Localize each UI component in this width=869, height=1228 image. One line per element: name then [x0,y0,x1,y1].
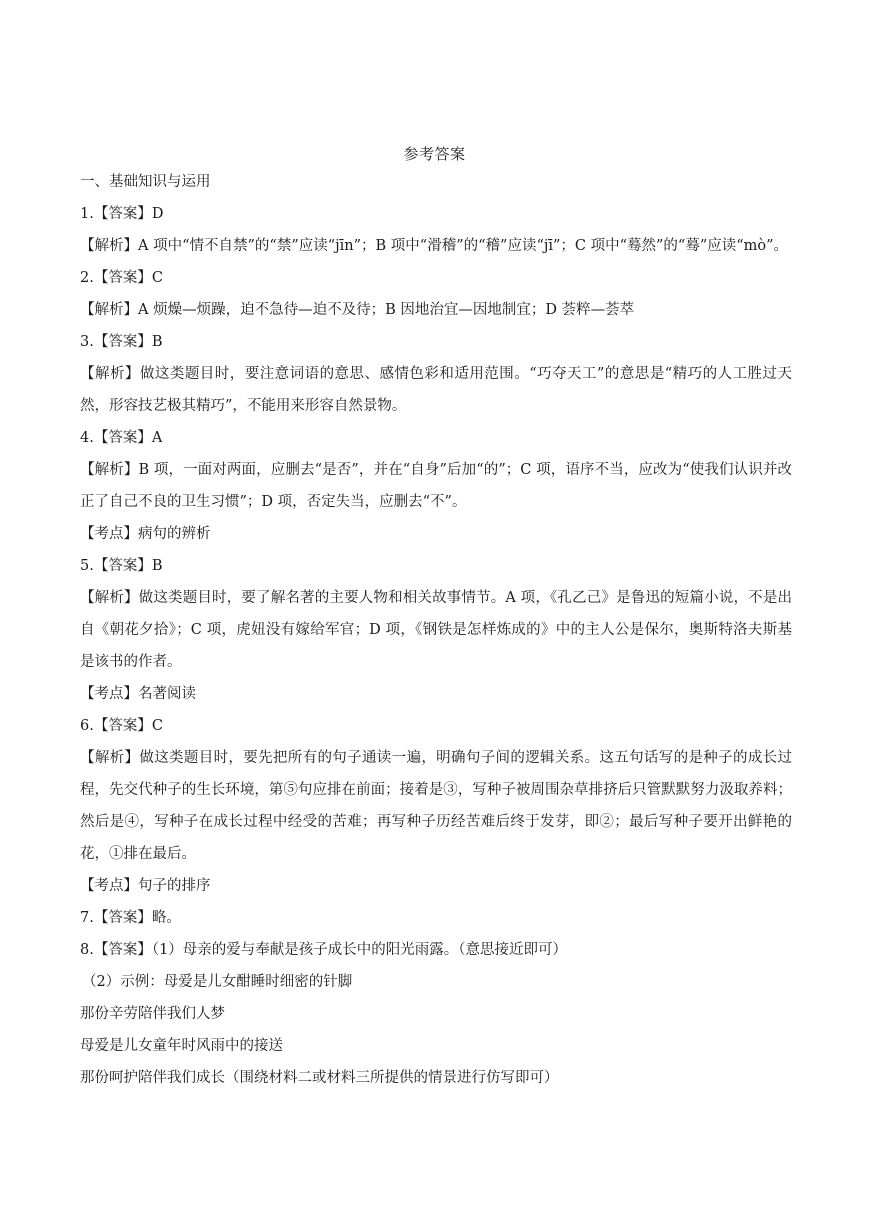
analysis-1: 【解析】A 项中“情不自禁”的“禁”应读“jīn”；B 项中“滑稽”的“稽”应读“jī”；C 项中“蓦然”的“蓦”应读“mò”。 [80,238,789,254]
analysis-3: 【解析】做这类题目时，要注意词语的意思、感情色彩和适用范围。“巧夺天工”的意思是“精巧的人工胜过天然，形容技艺极其精巧”，不能用来形容自然景物。 [80,366,792,414]
answer-2: 2.【答案】C [80,270,163,286]
page-title: 参考答案 [403,145,466,163]
poem-line-1: 那份辛劳陪伴我们人梦 [80,1006,225,1022]
analysis-5: 【解析】做这类题目时，要了解名著的主要人物和相关故事情节。A 项，《孔乙己》是鲁迅的短篇小说，不是出自《朝花夕拾》；C 项，虎妞没有嫁给军官；D 项，《钢铁是怎样炼成的》中的主人公是保尔，奥斯特洛夫斯基是该书的作者。 [80,590,792,670]
answer-5: 5.【答案】B [80,558,163,574]
analysis-4: 【解析】B 项，一面对两面，应删去“是否”，并在“自身”后加“的”；C 项，语序不当，应改为“使我们认识并改正了自己不良的卫生习惯”；D 项，否定失当，应删去“不”。 [80,462,792,510]
answer-7: 7.【答案】略。 [80,910,181,926]
answer-4: 4.【答案】A [80,430,163,446]
answer-8: 8.【答案】（1）母亲的爱与奉献是孩子成长中的阳光雨露。（意思接近即可） [80,942,568,958]
poem-line-3: 那份呵护陪伴我们成长（围绕材料二或材料三所提供的情景进行仿写即可） [80,1070,559,1086]
key-point-5: 【考点】名著阅读 [80,686,196,702]
key-point-6: 【考点】句子的排序 [80,878,211,894]
answer-content [80,166,792,1094]
answer-6: 6.【答案】C [80,718,163,734]
answer-3: 3.【答案】B [80,334,163,350]
key-point-4: 【考点】病句的辨析 [80,526,211,542]
section-heading: 一、基础知识与运用 [80,174,211,190]
poem-line-2: 母爱是儿女童年时风雨中的接送 [80,1038,283,1054]
analysis-6: 【解析】做这类题目时，要先把所有的句子通读一遍，明确句子间的逻辑关系。这五句话写的是种子的成长过程，先交代种子的生长环境，第⑤句应排在前面；接着是③，写种子被周围杂草排挤后只管默默努力汲取养料；然后是④，写种子在成长过程中经受的苦难；再写种子历经苦难后终于发芽，即②；最后写种子要开出鲜艳的花，①排在最后。 [80,750,792,862]
analysis-2: 【解析】A 烦燥—烦躁，迫不急待—迫不及待；B 因地治宜—因地制宜；D 荟粹—荟萃 [80,302,635,318]
answer-8-part-2: （2）示例：母爱是儿女酣睡时细密的针脚 [82,974,353,990]
answer-1: 1.【答案】D [80,206,164,222]
